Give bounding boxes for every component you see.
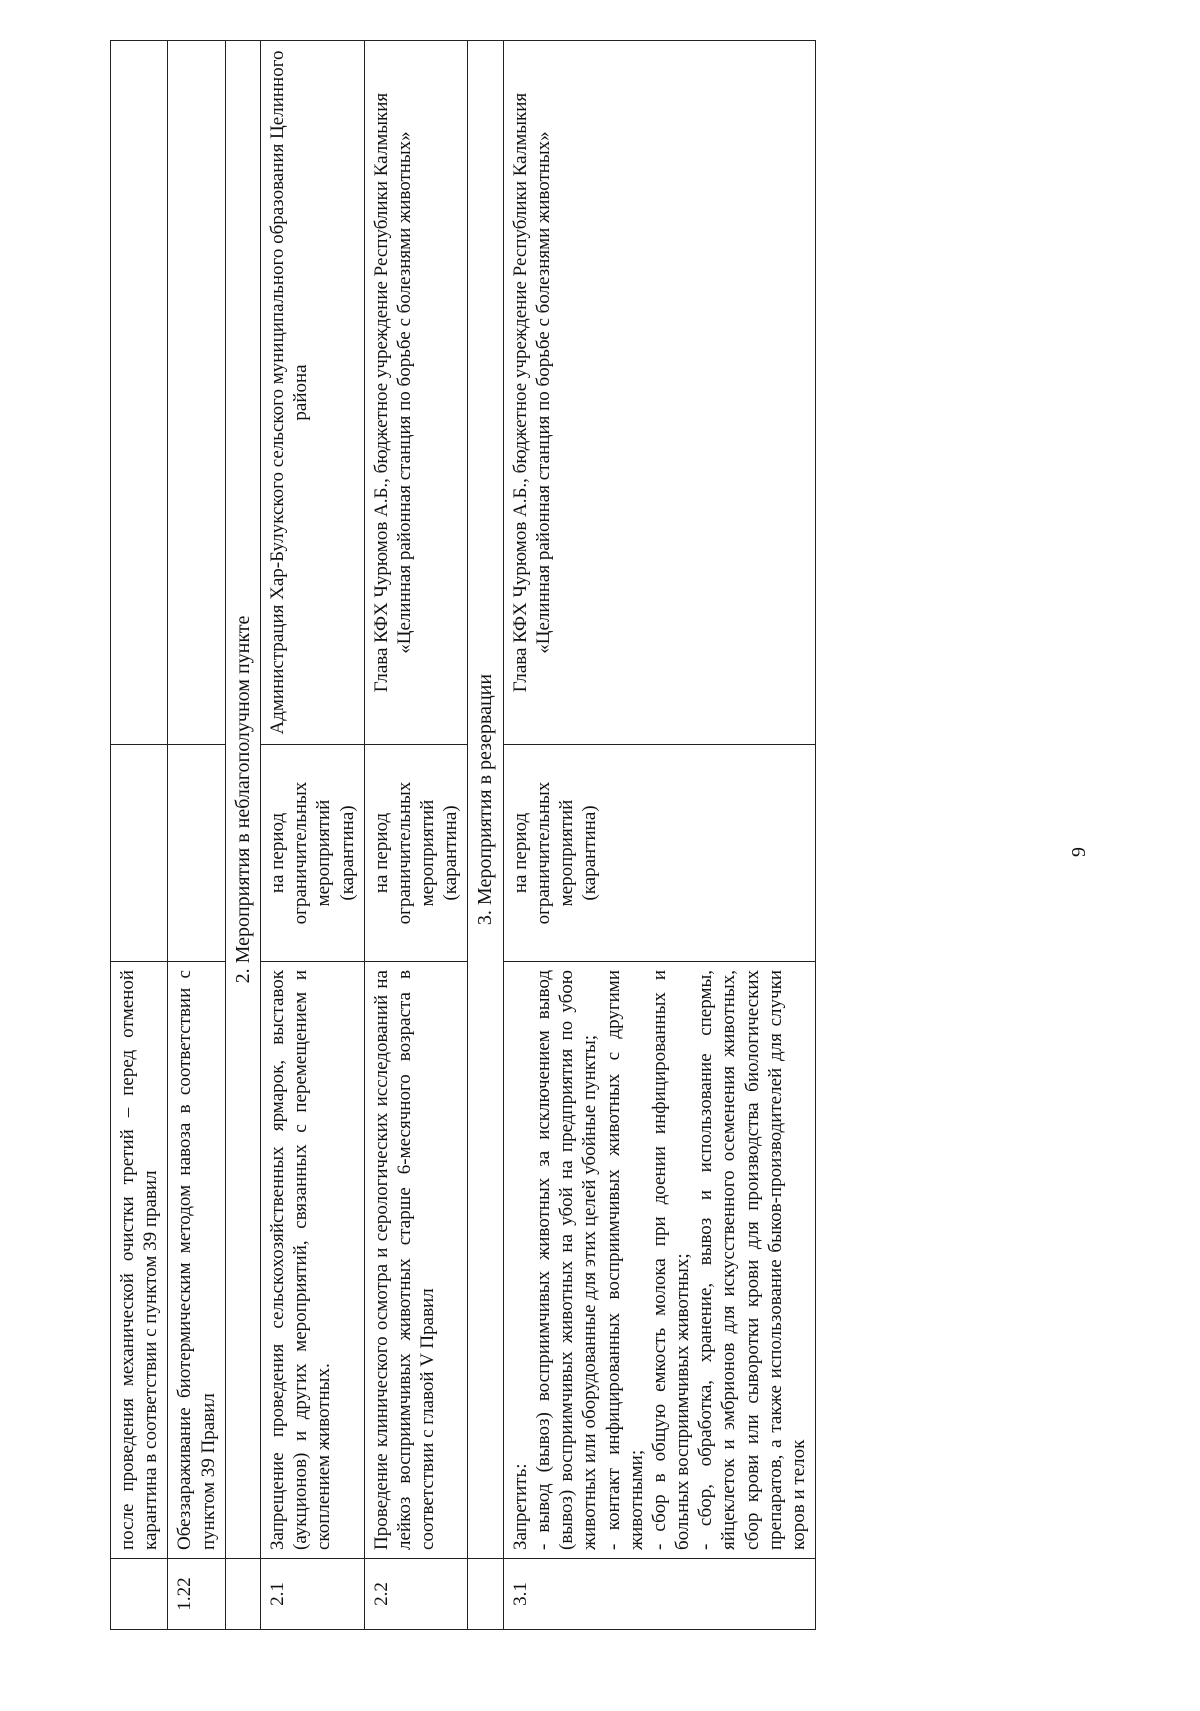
responsible-cell: [111, 41, 168, 745]
section-number-cell: [225, 1559, 260, 1630]
table-row: [503, 41, 815, 1630]
table-row: [364, 41, 468, 1630]
rotated-table-wrapper: [110, 40, 1070, 1630]
event-line: Запретить:: [509, 1463, 531, 1550]
page-number: 9: [1068, 847, 1090, 857]
responsible-cell: Администрация Хар-Булукского сельского муниципального образования Целинного района: [261, 41, 365, 745]
table-row: [168, 41, 225, 1630]
term-cell: на период ограничительных мероприятий (карантина): [503, 745, 815, 962]
event-line: - сбор в общую емкость молока при доении инфицированных и больных восприимчивых животных;: [648, 970, 694, 1550]
row-number: 2.1: [261, 1559, 365, 1630]
responsible-cell: [168, 41, 225, 745]
measures-table: [110, 40, 816, 1630]
table-row: [261, 41, 365, 1630]
section-title: 2. Мероприятия в неблагополучном пункте: [225, 41, 260, 1559]
row-number: 1.22: [168, 1559, 225, 1630]
section-title: 3. Мероприятия в резервации: [468, 41, 503, 1559]
section-row: [225, 41, 260, 1630]
event-cell: [503, 962, 815, 1559]
term-cell: [111, 745, 168, 962]
document-page: [110, 40, 1070, 1630]
event-line: - контакт инфицированных восприимчивых животных с другими животными;: [602, 970, 647, 1550]
term-cell: на период ограничительных мероприятий (карантина): [364, 745, 468, 962]
event-cell: Запрещение проведения сельскохозяйственных ярмарок, выставок (аукционов) и других мероприятий, связанных с перемещением и скоплением животных.: [261, 962, 365, 1559]
event-cell: Проведение клинического осмотра и серологических исследований на лейкоз восприимчивых животных старше 6-месячного возраста в соответствии с главой V Правил: [364, 962, 468, 1559]
section-row: [468, 41, 503, 1630]
responsible-cell: Глава КФХ Чурюмов А.Б., бюджетное учреждение Республики Калмыкия «Целинная районная станция по борьбе с болезнями животных»: [364, 41, 468, 745]
term-cell: [168, 745, 225, 962]
event-cell: Обеззараживание биотермическим методом навоза в соответствии с пунктом 39 Правил: [168, 962, 225, 1559]
term-cell: на период ограничительных мероприятий (карантина): [261, 745, 365, 962]
row-number: 3.1: [503, 1559, 815, 1630]
event-line: - вывод (вывоз) восприимчивых животных за исключением вывод (вывоз) восприимчивых животных на убой на предприятия по убою животных или оборудованные для этих целей убойные пункты;: [533, 970, 601, 1550]
table-row: [111, 41, 168, 1630]
event-line: - сбор, обработка, хранение, вывоз и использование спермы, яйцеклеток и эмбрионов для искусственного осеменения животных, сбор крови или сыворотки крови для производства биологических препаратов, а также использование быков-производителей для случки коров и телок: [695, 970, 809, 1550]
event-cell: после проведения механической очистки третий – перед отменой карантина в соответствии с пунктом 39 правил: [111, 962, 168, 1559]
row-number: [111, 1559, 168, 1630]
section-number-cell: [468, 1559, 503, 1630]
responsible-cell: Глава КФХ Чурюмов А.Б., бюджетное учреждение Республики Калмыкия «Целинная районная станция по борьбе с болезнями животных»: [503, 41, 815, 745]
row-number: 2.2: [364, 1559, 468, 1630]
